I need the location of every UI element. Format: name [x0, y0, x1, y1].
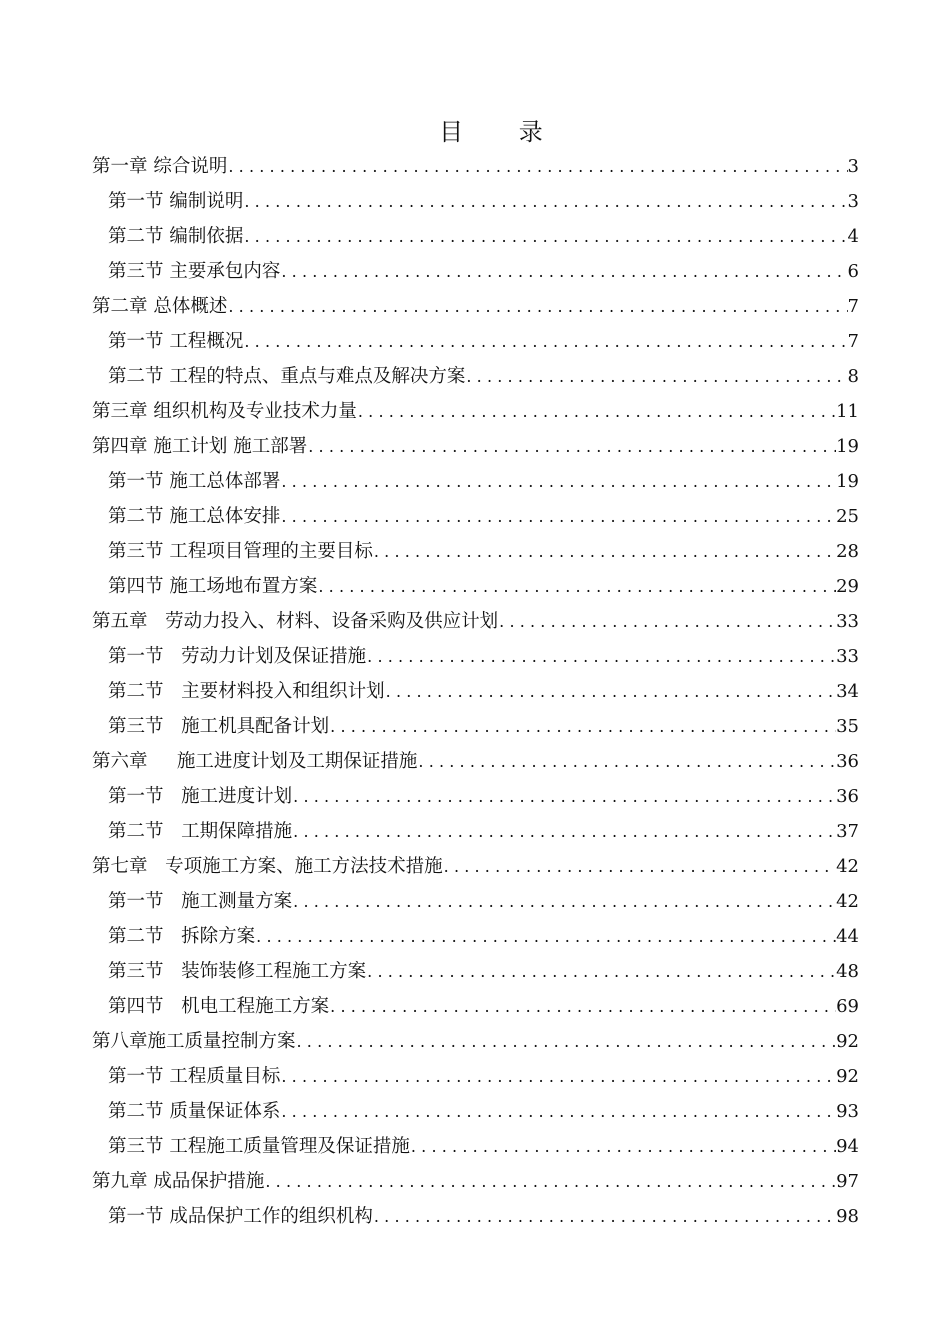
toc-dot-leader: [317, 569, 836, 604]
toc-entry-label: 第一节 施工测量方案: [108, 891, 293, 912]
toc-section-entry[interactable]: [92, 674, 859, 709]
toc-section-entry[interactable]: [92, 1199, 859, 1234]
toc-dot-leader: [227, 289, 847, 324]
toc-section-entry[interactable]: [92, 779, 859, 814]
toc-page-number: 19: [836, 436, 859, 457]
toc-page-number: 92: [836, 1031, 859, 1052]
toc-section-entry[interactable]: [92, 919, 859, 954]
toc-section-entry[interactable]: [92, 639, 859, 674]
toc-entry-label: 第七章 专项施工方案、施工方法技术措施: [92, 856, 443, 877]
toc-dot-leader: [255, 919, 836, 954]
toc-chapter-entry[interactable]: [92, 429, 859, 464]
toc-page-number: 37: [836, 821, 859, 842]
toc-entry-label: 第一节 成品保护工作的组织机构: [108, 1206, 373, 1227]
toc-page-number: 19: [836, 471, 859, 492]
toc-page-number: 11: [836, 401, 859, 422]
toc-chapter-entry[interactable]: [92, 149, 859, 184]
toc-dot-leader: [385, 674, 836, 709]
toc-chapter-entry[interactable]: [92, 849, 859, 884]
toc-entry-label: 第一章 综合说明: [92, 156, 228, 177]
toc-dot-leader: [307, 429, 836, 464]
toc-chapter-entry[interactable]: [92, 289, 859, 324]
toc-page-number: 33: [836, 611, 859, 632]
toc-dot-leader: [296, 1024, 837, 1059]
toc-entry-label: 第四节 机电工程施工方案: [108, 996, 330, 1017]
toc-page-number: 36: [836, 786, 859, 807]
toc-page-number: 36: [836, 751, 859, 772]
toc-chapter-entry[interactable]: [92, 1024, 859, 1059]
toc-title: 目 录: [439, 118, 567, 146]
toc-entry-label: 第二节 编制依据: [108, 226, 244, 247]
toc-page-number: 93: [836, 1101, 859, 1122]
toc-page-number: 92: [836, 1066, 859, 1087]
toc-page-number: 44: [836, 926, 859, 947]
toc-dot-leader: [465, 359, 847, 394]
toc-dot-leader: [243, 219, 847, 254]
toc-entry-label: 第二节 质量保证体系: [108, 1101, 281, 1122]
toc-section-entry[interactable]: [92, 324, 859, 359]
toc-entry-label: 第二节 工期保障措施: [108, 821, 293, 842]
toc-dot-leader: [280, 1059, 836, 1094]
toc-dot-leader: [373, 1199, 836, 1234]
toc-chapter-entry[interactable]: [92, 394, 859, 429]
toc-dot-leader: [243, 184, 847, 219]
toc-section-entry[interactable]: [92, 219, 859, 254]
table-of-contents: [92, 149, 859, 1234]
toc-chapter-entry[interactable]: [92, 744, 859, 779]
toc-entry-label: 第六章 施工进度计划及工期保证措施: [92, 751, 418, 772]
toc-dot-leader: [357, 394, 836, 429]
toc-page-number: 48: [836, 961, 859, 982]
toc-dot-leader: [292, 814, 836, 849]
toc-section-entry[interactable]: [92, 184, 859, 219]
toc-dot-leader: [443, 849, 836, 884]
toc-chapter-entry[interactable]: [92, 1164, 859, 1199]
toc-entry-label: 第一节 施工进度计划: [108, 786, 293, 807]
toc-page-number: 42: [836, 891, 859, 912]
toc-page-number: 94: [836, 1136, 859, 1157]
toc-entry-label: 第三节 工程项目管理的主要目标: [108, 541, 373, 562]
toc-entry-label: 第四节 施工场地布置方案: [108, 576, 318, 597]
toc-section-entry[interactable]: [92, 709, 859, 744]
toc-entry-label: 第二章 总体概述: [92, 296, 228, 317]
toc-section-entry[interactable]: [92, 359, 859, 394]
toc-page-number: 98: [836, 1206, 859, 1227]
toc-section-entry[interactable]: [92, 1129, 859, 1164]
toc-entry-label: 第四章 施工计划 施工部署: [92, 436, 308, 457]
toc-section-entry[interactable]: [92, 499, 859, 534]
toc-page-number: 42: [836, 856, 859, 877]
toc-entry-label: 第八章施工质量控制方案: [92, 1031, 296, 1052]
toc-page-number: 34: [836, 681, 859, 702]
toc-dot-leader: [280, 254, 847, 289]
toc-entry-label: 第三节 装饰装修工程施工方案: [108, 961, 367, 982]
toc-entry-label: 第一节 劳动力计划及保证措施: [108, 646, 367, 667]
toc-section-entry[interactable]: [92, 254, 859, 289]
toc-entry-label: 第五章 劳动力投入、材料、设备采购及供应计划: [92, 611, 499, 632]
toc-dot-leader: [243, 324, 847, 359]
toc-page-number: 4: [847, 226, 859, 247]
toc-section-entry[interactable]: [92, 569, 859, 604]
toc-entry-label: 第二节 施工总体安排: [108, 506, 281, 527]
toc-page-number: 6: [847, 261, 859, 282]
toc-entry-label: 第一节 编制说明: [108, 191, 244, 212]
toc-section-entry[interactable]: [92, 814, 859, 849]
toc-section-entry[interactable]: [92, 989, 859, 1024]
toc-section-entry[interactable]: [92, 884, 859, 919]
toc-page-number: 25: [836, 506, 859, 527]
toc-dot-leader: [329, 709, 836, 744]
toc-entry-label: 第二节 主要材料投入和组织计划: [108, 681, 385, 702]
toc-dot-leader: [264, 1164, 836, 1199]
toc-dot-leader: [329, 989, 836, 1024]
toc-page-number: 28: [836, 541, 859, 562]
toc-entry-label: 第一节 工程质量目标: [108, 1066, 281, 1087]
toc-entry-label: 第一节 工程概况: [108, 331, 244, 352]
toc-dot-leader: [292, 884, 836, 919]
toc-section-entry[interactable]: [92, 954, 859, 989]
toc-entry-label: 第三节 工程施工质量管理及保证措施: [108, 1136, 410, 1157]
toc-entry-label: 第二节 工程的特点、重点与难点及解决方案: [108, 366, 466, 387]
toc-entry-label: 第三章 组织机构及专业技术力量: [92, 401, 357, 422]
toc-dot-leader: [227, 149, 847, 184]
toc-entry-label: 第三节 施工机具配备计划: [108, 716, 330, 737]
toc-dot-leader: [292, 779, 836, 814]
toc-dot-leader: [280, 499, 836, 534]
toc-page-number: 35: [836, 716, 859, 737]
toc-page-number: 29: [836, 576, 859, 597]
toc-page-number: 7: [847, 331, 859, 352]
toc-section-entry[interactable]: [92, 464, 859, 499]
toc-chapter-entry[interactable]: [92, 604, 859, 639]
toc-dot-leader: [410, 1129, 836, 1164]
toc-entry-label: 第九章 成品保护措施: [92, 1171, 265, 1192]
toc-dot-leader: [280, 1094, 836, 1129]
toc-page-number: 3: [847, 156, 859, 177]
toc-section-entry[interactable]: [92, 1059, 859, 1094]
toc-section-entry[interactable]: [92, 534, 859, 569]
toc-dot-leader: [498, 604, 836, 639]
toc-dot-leader: [280, 464, 836, 499]
toc-page-number: 97: [836, 1171, 859, 1192]
toc-page-number: 7: [847, 296, 859, 317]
toc-entry-label: 第三节 主要承包内容: [108, 261, 281, 282]
toc-entry-label: 第一节 施工总体部署: [108, 471, 281, 492]
toc-dot-leader: [366, 639, 836, 674]
toc-dot-leader: [366, 954, 836, 989]
toc-page-number: 8: [847, 366, 859, 387]
toc-page-number: 3: [847, 191, 859, 212]
toc-entry-label: 第二节 拆除方案: [108, 926, 256, 947]
toc-page-number: 33: [836, 646, 859, 667]
toc-page-number: 69: [836, 996, 859, 1017]
toc-dot-leader: [417, 744, 836, 779]
toc-section-entry[interactable]: [92, 1094, 859, 1129]
toc-dot-leader: [373, 534, 836, 569]
